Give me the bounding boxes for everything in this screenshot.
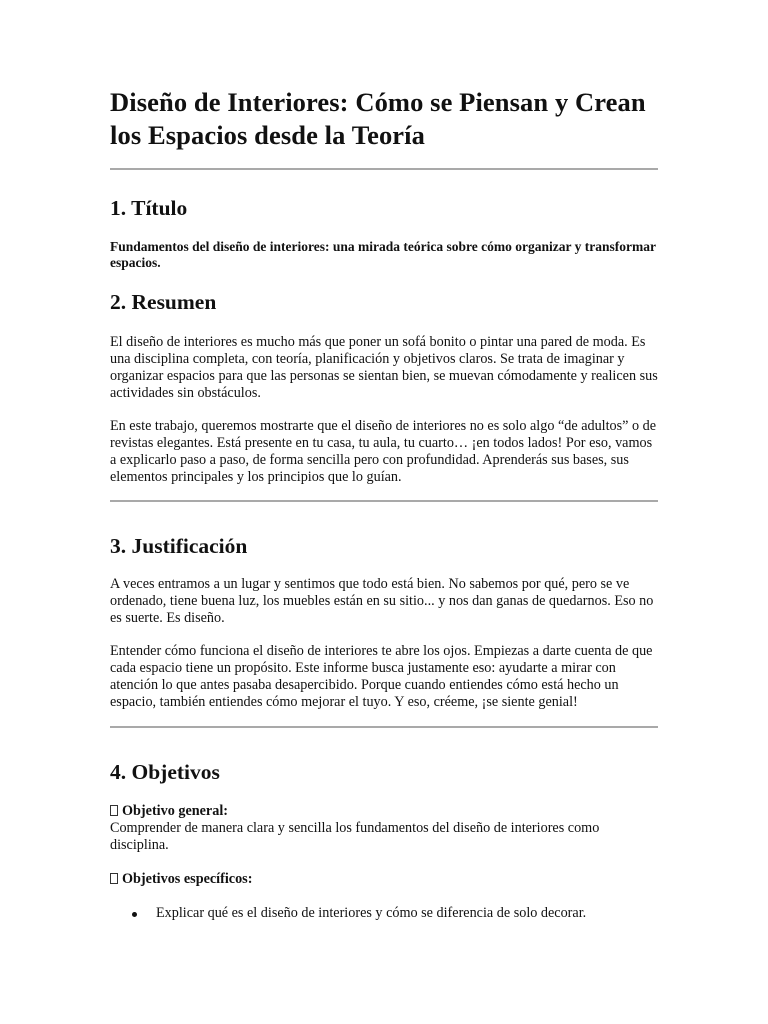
- objetivo-general-label-line: [110, 803, 658, 820]
- justificacion-paragraph-1: A veces entramos a un lugar y sentimos que todo está bien. No sabemos por qué, pero se ve ordenado, tiene buena luz, los muebles están en su sitio... y nos dan ganas de quedarnos. Eso no es suerte. Es diseño.: [110, 576, 654, 626]
- section-divider: [110, 168, 658, 170]
- bullet-icon: [132, 912, 137, 917]
- placeholder-box-icon: [110, 805, 118, 816]
- section-heading-resumen: 2. Resumen: [110, 290, 217, 314]
- document-title: Diseño de Interiores: Cómo se Piensan y Crean los Espacios desde la Teoría: [110, 87, 646, 150]
- resumen-paragraph-2: En este trabajo, queremos mostrarte que el diseño de interiores no es solo algo “de adultos” o de revistas elegantes. Está presente en tu casa, tu aula, tu cuarto… ¡en todos lados! Por eso, vamos a explicarlo paso a paso, de forma sencilla pero con profundidad. Aprenderás sus bases, sus elementos principales y los principios que lo guían.: [110, 418, 657, 485]
- objetivos-especificos-label: Objetivos específicos:: [122, 871, 253, 887]
- list-item: [110, 905, 658, 922]
- objetivos-especificos-label-line: [110, 871, 658, 888]
- list-item-text: Explicar qué es el diseño de interiores y cómo se diferencia de solo decorar.: [156, 905, 587, 921]
- section-divider: [110, 500, 658, 502]
- objetivo-general-text: Comprender de manera clara y sencilla los fundamentos del diseño de interiores como disciplina.: [110, 820, 600, 853]
- objetivos-especificos-list: [110, 905, 658, 922]
- section-divider: [110, 726, 658, 728]
- objetivo-general-label: Objetivo general:: [122, 803, 228, 819]
- resumen-paragraph-1: El diseño de interiores es mucho más que poner un sofá bonito o pintar una pared de moda. Es una disciplina completa, con teoría, planificación y objetivos claros. Se trata de imaginar y organizar espacios para que las personas se sientan bien, se muevan cómodamente y realicen sus actividades sin obstáculos.: [110, 334, 658, 401]
- justificacion-paragraph-2: Entender cómo funciona el diseño de interiores te abre los ojos. Empiezas a darte cuenta de que cada espacio tiene un propósito. Este informe busca justamente eso: ayudarte a mirar con atención lo que antes pasaba desapercibido. Porque cuando entiendes cómo está hecho un espacio, también entiendes cómo mejorar el tuyo. Y eso, créeme, ¡se siente genial!: [110, 643, 653, 710]
- titulo-subtitle: Fundamentos del diseño de interiores: una mirada teórica sobre cómo organizar y transformar espacios.: [110, 239, 656, 270]
- section-heading-objetivos: 4. Objetivos: [110, 760, 220, 784]
- section-heading-titulo: 1. Título: [110, 196, 188, 220]
- section-heading-justificacion: 3. Justificación: [110, 534, 248, 558]
- placeholder-box-icon: [110, 873, 118, 884]
